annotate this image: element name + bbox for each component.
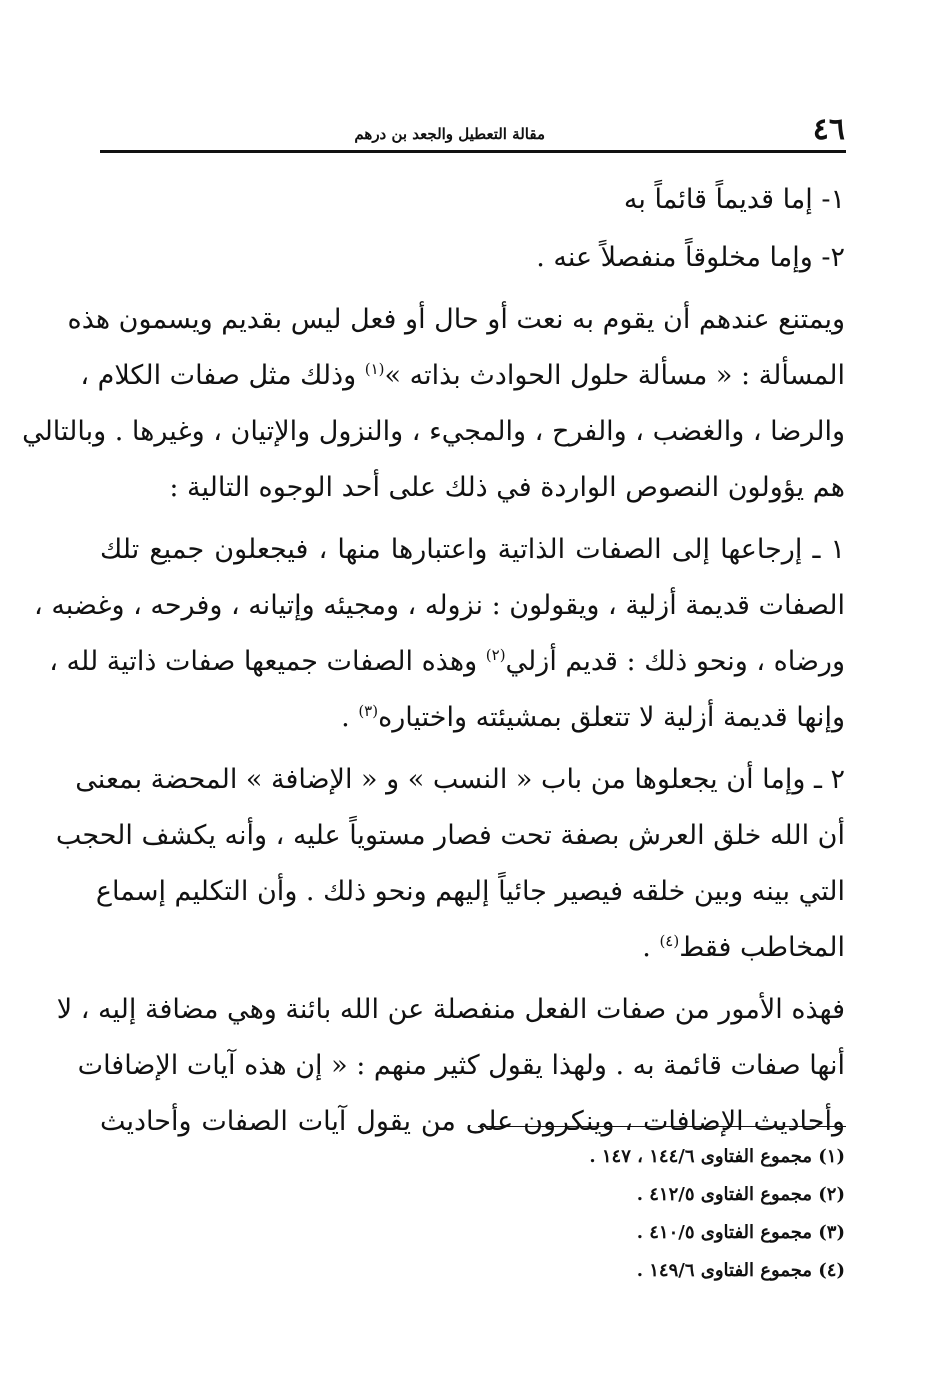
text-line: ١ ـ إرجاعها إلى الصفات الذاتية واعتبارها منها ، فيجعلون جميع تلك [100,534,845,565]
text-line: أنها صفات قائمة به . ولهذا يقول كثير منهم : « إن هذه آيات الإضافات [77,1050,845,1081]
paragraph-3 [55,752,845,976]
text-line: التي بينه وبين خلقه فيصير جائياً إليهم ونحو ذلك . وأن التكليم إسماع [95,876,845,907]
text-line: ٢ ـ وإما أن يجعلوها من باب « النسب » و « الإضافة » المحضة بمعنى [75,764,845,795]
paragraph-2 [34,522,845,746]
list-item: ١- إما قديماً قائماً به [623,184,845,215]
footnote-ref: (٣) [358,702,379,720]
text-line: المخاطب فقط$^{(٤)}$ . [642,932,845,963]
footnote: (٣) مجموع الفتاوى ٤١٠/٥ . [636,1222,845,1243]
header-rule [100,150,846,153]
footnote-ref: (٤) [659,932,680,950]
text-line: أن الله خلق العرش بصفة تحت فصار مستوياً عليه ، وأنه يكشف الحجب [55,820,845,851]
footnote: (٤) مجموع الفتاوى ١٤٩/٦ . [636,1260,845,1281]
footnote-rule [478,1126,846,1127]
footnotes [480,1138,845,1290]
running-title: مقالة التعطيل والجعد بن درهم [354,125,545,143]
text-line: وإنها قديمة أزلية لا تتعلق بمشيئته واختياره$^{(٣)}$ . [341,702,845,733]
paragraph-1 [22,292,845,516]
footnote-ref: (١) [364,360,385,378]
footnote: (١) مجموع الفتاوى ١٤٤/٦ ، ١٤٧ . [589,1146,845,1167]
text-line: ورضاه ، ونحو ذلك : قديم أزلي$^{(٢)}$ وهذه الصفات جميعها صفات ذاتية لله ، [49,646,845,677]
page-number: ٤٦ [812,112,845,147]
footnote-ref: (٢) [485,646,506,664]
main-text [22,172,845,1150]
footnote: (٢) مجموع الفتاوى ٤١٢/٥ . [636,1184,845,1205]
text-line: هم يؤولون النصوص الواردة في ذلك على أحد الوجوه التالية : [169,472,845,503]
page-header [100,112,845,150]
text-line: وأحاديث الإضافات ، وينكرون على من يقول آيات الصفات وأحاديث [100,1106,845,1137]
text-line: المسألة : « مسألة حلول الحوادث بذاته »$^{(١)}$ وذلك مثل صفات الكلام ، [80,360,845,391]
text-line: فهذه الأمور من صفات الفعل منفصلة عن الله بائنة وهي مضافة إليه ، لا [56,994,845,1025]
text-line: الصفات قديمة أزلية ، ويقولون : نزوله ، ومجيئه وإتيانه ، وفرحه ، وغضبه ، [34,590,845,621]
text-line: ويمتنع عندهم أن يقوم به نعت أو حال أو فعل ليس بقديم ويسمون هذه [67,304,845,335]
paragraph-4 [56,982,845,1150]
list-item: ٢- وإما مخلوقاً منفصلاً عنه . [536,242,845,273]
text-line: والرضا ، والغضب ، والفرح ، والمجيء ، والنزول والإتيان ، وغيرها . وبالتالي [22,416,845,447]
